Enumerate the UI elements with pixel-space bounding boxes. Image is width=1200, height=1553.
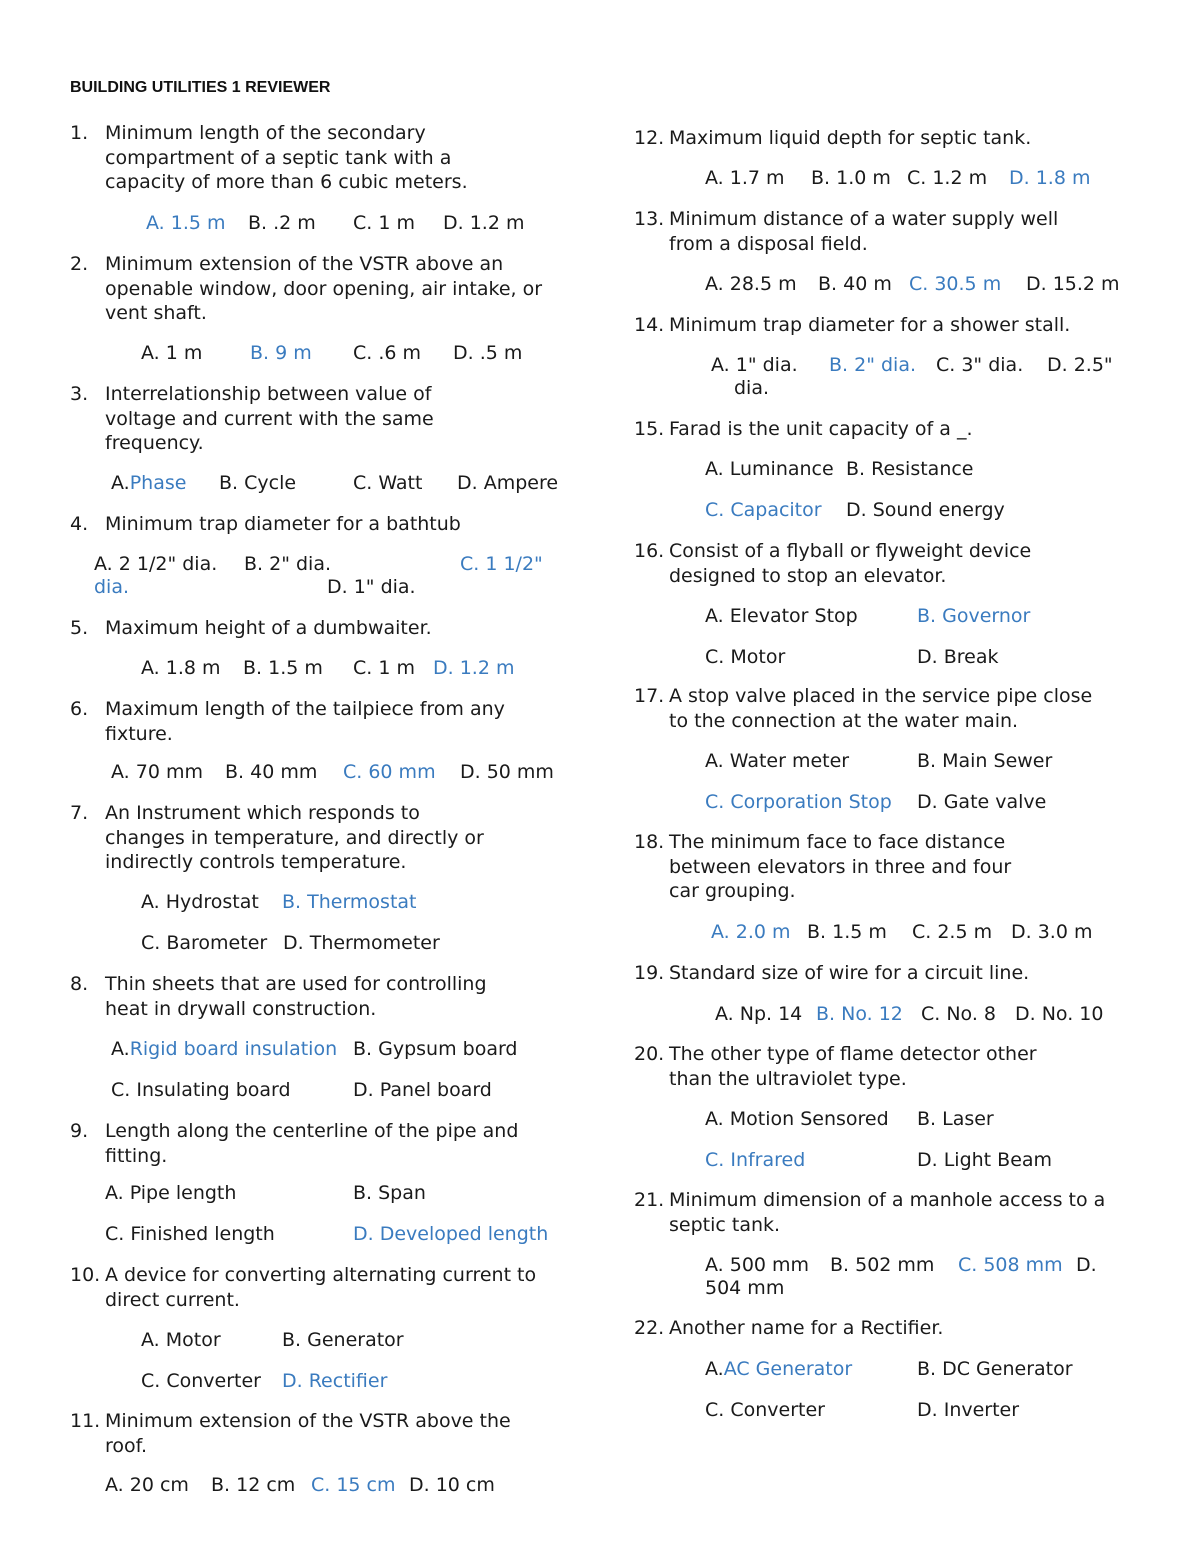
option-label: A. 70 mm xyxy=(111,761,203,783)
option-label: D. Inverter xyxy=(917,1399,1020,1421)
option-label: B. 1.0 m xyxy=(811,167,891,189)
option-label: B. Gypsum board xyxy=(353,1038,518,1060)
option-label: C. 1 m xyxy=(353,212,415,234)
question-text-line: Farad is the unit capacity of a _. xyxy=(669,418,973,440)
option-label: C. Finished length xyxy=(105,1223,275,1245)
option xyxy=(219,471,296,496)
option xyxy=(141,1328,221,1353)
answer-option xyxy=(282,890,417,915)
option-label: C. No. 8 xyxy=(921,1003,997,1025)
option-label: B. Generator xyxy=(282,1329,404,1351)
option xyxy=(282,1328,404,1353)
question-number: 14. xyxy=(634,314,665,336)
question-text-line: The other type of flame detector other xyxy=(669,1043,1037,1065)
option xyxy=(443,211,524,236)
option-label: D. 3.0 m xyxy=(1011,921,1093,943)
option-label: C. Infrared xyxy=(705,1149,806,1171)
option xyxy=(94,552,217,577)
option-label: C. 1 1/2" xyxy=(460,553,543,575)
question-text-line: vent shaft. xyxy=(105,302,207,324)
question-text-line: A stop valve placed in the service pipe close xyxy=(669,685,1093,707)
question-text-line: Thin sheets that are used for controlling xyxy=(105,973,487,995)
option xyxy=(705,749,849,774)
option xyxy=(409,1473,495,1498)
option xyxy=(353,1037,518,1062)
question-number: 5. xyxy=(70,617,89,639)
answer-option xyxy=(917,604,1030,629)
option-label: A. 2 1/2" dia. xyxy=(94,553,218,575)
option-label: A. 20 cm xyxy=(105,1474,189,1496)
option-label: A. 1 m xyxy=(141,342,203,364)
option-label: B. 9 m xyxy=(250,342,312,364)
question-text-line: The minimum face to face distance xyxy=(669,831,1006,853)
option-label: D. 2.5" xyxy=(1047,354,1113,376)
answer-option xyxy=(433,656,514,681)
option xyxy=(353,341,421,366)
option-label: D. xyxy=(1076,1254,1097,1276)
option xyxy=(243,656,323,681)
option xyxy=(811,166,891,191)
option xyxy=(141,890,259,915)
answer-option xyxy=(909,272,1001,297)
question-number: 1. xyxy=(70,122,89,144)
option-label: D. Thermometer xyxy=(283,932,440,954)
answer-option xyxy=(250,341,312,366)
question-text-line: Consist of a flyball or flyweight device xyxy=(669,540,1032,562)
option xyxy=(244,552,331,577)
question-text-line: changes in temperature, and directly or xyxy=(105,826,484,849)
option xyxy=(353,656,415,681)
question-number: 19. xyxy=(634,962,665,984)
option-label: D. Light Beam xyxy=(917,1149,1053,1171)
question-text-line: Minimum trap diameter for a bathtub xyxy=(105,513,461,535)
option-label: A. Luminance xyxy=(705,458,834,480)
question-text-line: Minimum dimension of a manhole access to a xyxy=(669,1189,1106,1211)
option xyxy=(807,920,887,945)
question-number: 9. xyxy=(70,1120,89,1142)
option xyxy=(846,457,974,482)
option xyxy=(711,353,798,378)
option-label: B. 40 mm xyxy=(225,761,318,783)
question-text-line: direct current. xyxy=(105,1288,240,1311)
option-label: A. Water meter xyxy=(705,750,850,772)
option xyxy=(917,645,998,670)
option-label: C. 1 m xyxy=(353,657,415,679)
option xyxy=(105,1181,236,1206)
option xyxy=(327,575,416,600)
option-label: C. Watt xyxy=(353,472,423,494)
question-number: 7. xyxy=(70,802,89,824)
option-label: D. Gate valve xyxy=(917,791,1047,813)
option xyxy=(353,1078,492,1103)
option-label: C. 2.5 m xyxy=(912,921,993,943)
question-number: 11. xyxy=(70,1410,101,1432)
option-label: A. xyxy=(111,1038,130,1060)
option xyxy=(917,1148,1052,1173)
answer-option xyxy=(94,575,129,600)
option-label: B. Governor xyxy=(917,605,1031,627)
option-label: A. xyxy=(705,1358,724,1380)
question-text-line: to the connection at the water main. xyxy=(669,709,1019,732)
option xyxy=(1047,353,1113,378)
answer-option xyxy=(353,1222,548,1247)
option-label: D. 1" dia. xyxy=(327,576,416,598)
option-label: B. 2" dia. xyxy=(829,354,917,376)
option-label: B. Span xyxy=(353,1182,426,1204)
option xyxy=(225,760,317,785)
option-label: A. Pipe length xyxy=(105,1182,237,1204)
option-label: B. Resistance xyxy=(846,458,974,480)
option-label: C. Capacitor xyxy=(705,499,822,521)
question-number: 15. xyxy=(634,418,665,440)
option-answer-text: AC Generator xyxy=(723,1358,853,1380)
option xyxy=(353,1181,426,1206)
question-text-line: heat in drywall construction. xyxy=(105,997,377,1020)
option-label: A. 1.5 m xyxy=(146,212,226,234)
option-label: D. 15.2 m xyxy=(1026,273,1120,295)
answer-option xyxy=(705,790,892,815)
question-text-line: Maximum height of a dumbwaiter. xyxy=(105,617,432,639)
option-label: D. Sound energy xyxy=(846,499,1005,521)
answer-option xyxy=(711,920,791,945)
option xyxy=(141,1369,261,1394)
option-label: D. 1.2 m xyxy=(443,212,525,234)
answer-option xyxy=(343,760,436,785)
answer-option xyxy=(146,211,226,236)
option-label: C. Converter xyxy=(705,1399,825,1421)
option-label: C. Barometer xyxy=(141,932,268,954)
option-label: B. DC Generator xyxy=(917,1358,1073,1380)
option-label: A. Motion Sensored xyxy=(705,1108,889,1130)
option-label: B. .2 m xyxy=(248,212,316,234)
option xyxy=(921,1002,996,1027)
option xyxy=(457,471,558,496)
option-label: B. 40 m xyxy=(818,273,892,295)
option-label: D. No. 10 xyxy=(1015,1003,1104,1025)
question-text-line: Minimum extension of the VSTR above the xyxy=(105,1410,511,1432)
option-label: A. 1.7 m xyxy=(705,167,785,189)
question-number: 6. xyxy=(70,698,89,720)
option-label: D. Panel board xyxy=(353,1079,492,1101)
question-number: 10. xyxy=(70,1264,101,1286)
option-label: B. Laser xyxy=(917,1108,994,1130)
option xyxy=(846,498,1005,523)
option xyxy=(105,1473,189,1498)
option-label: A. 1" dia. xyxy=(711,354,798,376)
option xyxy=(705,1253,809,1278)
question-text-line: openable window, door opening, air intake, or xyxy=(105,277,543,300)
option xyxy=(111,1078,291,1103)
option-answer-text: Rigid board insulation xyxy=(129,1038,338,1060)
question-text-line: Minimum distance of a water supply well xyxy=(669,208,1059,230)
option-label: C. 30.5 m xyxy=(909,273,1002,295)
answer-option xyxy=(829,353,916,378)
option-label: dia. xyxy=(734,377,770,399)
option xyxy=(105,1222,275,1247)
option xyxy=(248,211,316,236)
question-number: 21. xyxy=(634,1189,665,1211)
option xyxy=(705,604,858,629)
option xyxy=(705,645,785,670)
option xyxy=(111,760,203,785)
option xyxy=(141,656,221,681)
option xyxy=(1015,1002,1103,1027)
option-label: A. Motor xyxy=(141,1329,221,1351)
question-text-line: roof. xyxy=(105,1434,147,1457)
option-label: C. 60 mm xyxy=(343,761,436,783)
question-number: 8. xyxy=(70,973,89,995)
answer-option xyxy=(111,1037,337,1062)
option xyxy=(705,1276,784,1301)
option-label: A. xyxy=(111,472,130,494)
option xyxy=(141,931,267,956)
answer-option xyxy=(958,1253,1063,1278)
option-label: C. Corporation Stop xyxy=(705,791,892,813)
answer-option xyxy=(816,1002,903,1027)
answer-option xyxy=(1009,166,1090,191)
option-label: D. Rectifier xyxy=(282,1370,388,1392)
question-number: 13. xyxy=(634,208,665,230)
option-label: C. 1.2 m xyxy=(907,167,988,189)
option xyxy=(211,1473,295,1498)
option-label: B. 502 mm xyxy=(830,1254,935,1276)
option xyxy=(1076,1253,1097,1278)
option xyxy=(917,1107,994,1132)
option xyxy=(705,166,785,191)
option xyxy=(917,1398,1019,1423)
question-number: 3. xyxy=(70,383,89,405)
answer-option xyxy=(311,1473,396,1498)
option-label: B. 1.5 m xyxy=(243,657,323,679)
option-label: B. Cycle xyxy=(219,472,297,494)
option-label: B. Main Sewer xyxy=(917,750,1053,772)
option-label: D. Ampere xyxy=(457,472,559,494)
option-label: C. Converter xyxy=(141,1370,261,1392)
option-label: B. Thermostat xyxy=(282,891,417,913)
option xyxy=(353,211,415,236)
option xyxy=(453,341,522,366)
option-label: dia. xyxy=(94,576,130,598)
option xyxy=(705,1398,825,1423)
answer-option xyxy=(705,498,822,523)
question-text-line: car grouping. xyxy=(669,880,796,902)
option-label: C. Insulating board xyxy=(111,1079,291,1101)
option xyxy=(283,931,440,956)
question-text-line: between elevators in three and four xyxy=(669,855,1012,878)
option xyxy=(734,376,769,401)
option xyxy=(705,1107,889,1132)
option xyxy=(460,760,554,785)
question-text-line: voltage and current with the same xyxy=(105,407,434,430)
option xyxy=(1011,920,1092,945)
question-text-line: compartment of a septic tank with a xyxy=(105,146,452,169)
option-label: D. Developed length xyxy=(353,1223,549,1245)
question-number: 2. xyxy=(70,253,89,275)
page-title: BUILDING UTILITIES 1 REVIEWER xyxy=(70,79,331,96)
question-text-line: fitting. xyxy=(105,1144,168,1167)
option-label: A. 28.5 m xyxy=(705,273,797,295)
option-label: D. 10 cm xyxy=(409,1474,495,1496)
question-text-line: Interrelationship between value of xyxy=(105,383,432,405)
answer-option xyxy=(111,471,186,496)
answer-option xyxy=(460,552,543,577)
option xyxy=(912,920,992,945)
question-text-line: septic tank. xyxy=(669,1213,781,1236)
option-label: D. 50 mm xyxy=(460,761,554,783)
question-text-line: fixture. xyxy=(105,722,173,745)
option xyxy=(715,1002,802,1027)
question-text-line: than the ultraviolet type. xyxy=(669,1067,907,1090)
question-text-line: Minimum extension of the VSTR above an xyxy=(105,253,504,275)
option-label: B. No. 12 xyxy=(816,1003,903,1025)
option xyxy=(818,272,892,297)
option-label: D. .5 m xyxy=(453,342,523,364)
question-text-line: Minimum length of the secondary xyxy=(105,122,426,144)
option-label: C. 508 mm xyxy=(958,1254,1063,1276)
option-label: D. Break xyxy=(917,646,999,668)
answer-option xyxy=(705,1357,852,1382)
option xyxy=(917,1357,1073,1382)
option-label: B. 2" dia. xyxy=(244,553,332,575)
option-label: C. Motor xyxy=(705,646,786,668)
option-label: B. 12 cm xyxy=(211,1474,296,1496)
option xyxy=(141,341,202,366)
option-label: C. .6 m xyxy=(353,342,422,364)
question-number: 18. xyxy=(634,831,665,853)
question-number: 17. xyxy=(634,685,665,707)
option-label: C. 3" dia. xyxy=(936,354,1024,376)
question-text-line: Another name for a Rectifier. xyxy=(669,1317,944,1339)
option-label: B. 1.5 m xyxy=(807,921,887,943)
option-label: 504 mm xyxy=(705,1277,785,1299)
option xyxy=(1026,272,1120,297)
question-text-line: A device for converting alternating current to xyxy=(105,1264,537,1286)
question-text-line: Maximum liquid depth for septic tank. xyxy=(669,127,1032,149)
option xyxy=(917,790,1046,815)
question-text-line: from a disposal field. xyxy=(669,232,868,255)
question-number: 4. xyxy=(70,513,89,535)
question-text-line: frequency. xyxy=(105,432,204,454)
question-text-line: Minimum trap diameter for a shower stall. xyxy=(669,314,1071,336)
option-label: A. 1.8 m xyxy=(141,657,221,679)
question-text-line: Maximum length of the tailpiece from any xyxy=(105,698,505,720)
question-text-line: An Instrument which responds to xyxy=(105,802,420,824)
answer-option xyxy=(282,1369,387,1394)
option-answer-text: Phase xyxy=(129,472,187,494)
question-text-line: indirectly controls temperature. xyxy=(105,851,407,873)
option xyxy=(705,457,834,482)
option-label: A. Elevator Stop xyxy=(705,605,858,627)
option-label: A. 500 mm xyxy=(705,1254,810,1276)
question-text-line: designed to stop an elevator. xyxy=(669,564,947,587)
question-number: 22. xyxy=(634,1317,665,1339)
option xyxy=(353,471,422,496)
question-number: 16. xyxy=(634,540,665,562)
option-label: D. 1.2 m xyxy=(433,657,515,679)
option xyxy=(936,353,1023,378)
option xyxy=(907,166,987,191)
option-label: A. 2.0 m xyxy=(711,921,791,943)
option-label: D. 1.8 m xyxy=(1009,167,1091,189)
option xyxy=(830,1253,934,1278)
option-label: C. 15 cm xyxy=(311,1474,396,1496)
question-text-line: capacity of more than 6 cubic meters. xyxy=(105,171,468,193)
option xyxy=(917,749,1052,774)
answer-option xyxy=(705,1148,805,1173)
question-number: 20. xyxy=(634,1043,665,1065)
option-label: A. Np. 14 xyxy=(715,1003,803,1025)
question-text-line: Standard size of wire for a circuit line. xyxy=(669,962,1030,984)
option xyxy=(705,272,797,297)
question-number: 12. xyxy=(634,127,665,149)
option-label: A. Hydrostat xyxy=(141,891,259,913)
question-text-line: Length along the centerline of the pipe and xyxy=(105,1120,519,1142)
